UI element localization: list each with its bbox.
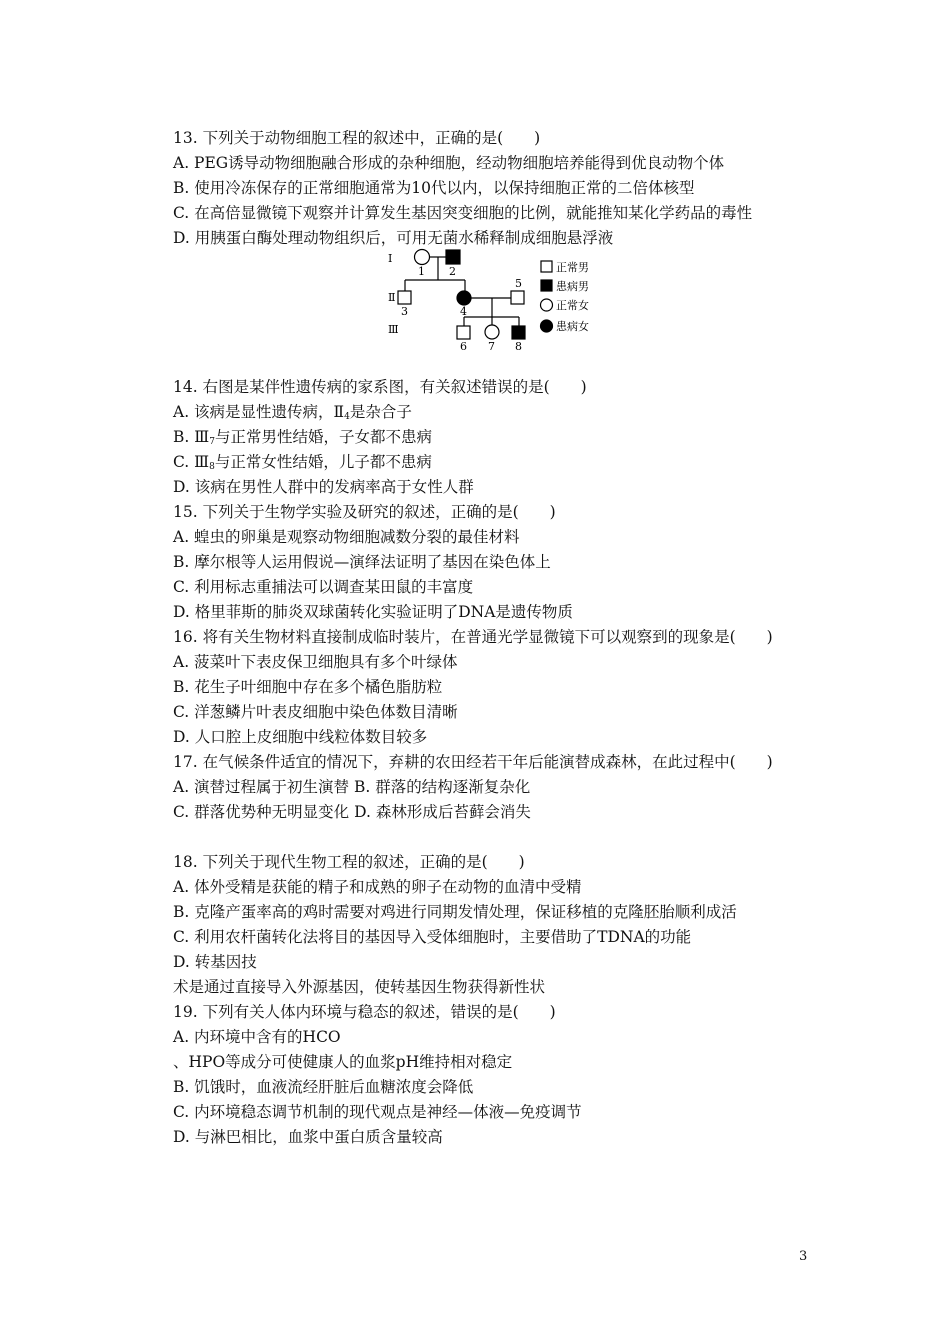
q13-option-b: B. 使用冷冻保存的正常细胞通常为10代以内，以保持细胞正常的二倍体核型	[173, 179, 695, 197]
pedigree-symbols	[398, 250, 525, 340]
q19-option-d: D. 与淋巴相比，血浆中蛋白质含量较高	[173, 1128, 443, 1146]
individual-4-affected-female	[457, 291, 471, 305]
legend-affected-female-symbol	[541, 320, 553, 332]
pedigree-legend	[541, 261, 553, 332]
q13-option-c: C. 在高倍显微镜下观察并计算发生基因突变细胞的比例，就能推知某化学药品的毒性	[173, 204, 753, 222]
individual-number-6: 6	[460, 340, 467, 353]
individual-number-8: 8	[515, 340, 522, 353]
q14-stem: 14. 右图是某伴性遗传病的家系图，有关叙述错误的是( )	[173, 378, 587, 396]
legend-normal-female: 正常女	[556, 299, 589, 312]
individual-3-normal-male	[398, 291, 411, 304]
individual-number-1: 1	[418, 265, 425, 278]
q15-option-a: A. 蝗虫的卵巢是观察动物细胞减数分裂的最佳材料	[173, 528, 520, 546]
individual-7-normal-female	[485, 325, 499, 339]
q13-option-d: D. 用胰蛋白酶处理动物组织后，可用无菌水稀释制成细胞悬浮液	[173, 229, 614, 247]
legend-normal-male-symbol	[541, 261, 552, 272]
generation-label-1: Ⅰ	[388, 252, 393, 265]
q14-option-d: D. 该病在男性人群中的发病率高于女性人群	[173, 478, 474, 496]
individual-2-affected-male	[446, 250, 460, 264]
legend-normal-female-symbol	[541, 299, 553, 311]
q19-option-b: B. 饥饿时，血液流经肝脏后血糖浓度会降低	[173, 1078, 474, 1096]
legend-normal-male: 正常男	[556, 261, 589, 274]
q18-option-d-line2: 术是通过直接导入外源基因，使转基因生物获得新性状	[173, 978, 546, 996]
individual-5-normal-male	[511, 291, 524, 304]
q19-option-c: C. 内环境稳态调节机制的现代观点是神经—体液—免疫调节	[173, 1103, 582, 1121]
q15-option-b: B. 摩尔根等人运用假说—演绎法证明了基因在染色体上	[173, 553, 551, 571]
q18-option-d-line1: D. 转基因技	[173, 953, 257, 971]
individual-6-normal-male	[457, 326, 470, 339]
q14-option-c: C. $Ⅲ_8$与正常女性结婚，儿子都不患病	[173, 453, 432, 472]
individual-number-3: 3	[401, 305, 408, 318]
legend-affected-male: 患病男	[556, 280, 589, 293]
q18-stem: 18. 下列关于现代生物工程的叙述，正确的是( )	[173, 853, 525, 871]
q16-option-c: C. 洋葱鳞片叶表皮细胞中染色体数目清晰	[173, 703, 458, 721]
q15-option-d: D. 格里菲斯的肺炎双球菌转化实验证明了DNA是遗传物质	[173, 603, 573, 621]
individual-8-affected-male	[512, 326, 525, 339]
q14-option-b: B. $Ⅲ_7$与正常男性结婚，子女都不患病	[173, 428, 432, 447]
q16-option-a: A. 菠菜叶下表皮保卫细胞具有多个叶绿体	[173, 653, 458, 671]
q18-option-a: A. 体外受精是获能的精子和成熟的卵子在动物的血清中受精	[173, 878, 582, 896]
individual-number-5: 5	[515, 277, 522, 290]
q16-option-b: B. 花生子叶细胞中存在多个橘色脂肪粒	[173, 678, 443, 696]
q13-stem: 13. 下列关于动物细胞工程的叙述中，正确的是( )	[173, 129, 541, 147]
legend-affected-female: 患病女	[556, 320, 589, 333]
q19-option-a-line2: 、HPO等成分可使健康人的血浆pH维持相对稳定	[173, 1053, 513, 1071]
q19-option-a-line1: A. 内环境中含有的HCO	[173, 1028, 341, 1046]
individual-number-7: 7	[488, 340, 495, 353]
q18-option-c: C. 利用农杆菌转化法将目的基因导入受体细胞时，主要借助了TDNA的功能	[173, 928, 692, 946]
generation-label-2: Ⅱ	[388, 291, 396, 304]
q19-stem: 19. 下列有关人体内环境与稳态的叙述，错误的是( )	[173, 1003, 556, 1021]
pedigree-diagram	[380, 247, 610, 357]
q16-stem: 16. 将有关生物材料直接制成临时装片，在普通光学显微镜下可以观察到的现象是( )	[173, 628, 773, 646]
q14-option-a: A. 该病是显性遗传病，$Ⅱ_4$是杂合子	[173, 403, 412, 422]
q18-option-b: B. 克隆产蛋率高的鸡时需要对鸡进行同期发情处理，保证移植的克隆胚胎顺利成活	[173, 903, 737, 921]
q17-options-ab: A. 演替过程属于初生演替 B. 群落的结构逐渐复杂化	[173, 778, 531, 796]
q17-stem: 17. 在气候条件适宜的情况下，弃耕的农田经若干年后能演替成森林，在此过程中( )	[173, 753, 773, 771]
q13-option-a: A. PEG诱导动物细胞融合形成的杂种细胞，经动物细胞培养能得到优良动物个体	[173, 154, 725, 172]
q15-stem: 15. 下列关于生物学实验及研究的叙述，正确的是( )	[173, 503, 556, 521]
individual-number-2: 2	[449, 265, 456, 278]
legend-affected-male-symbol	[541, 280, 552, 291]
q15-option-c: C. 利用标志重捕法可以调查某田鼠的丰富度	[173, 578, 474, 596]
generation-label-3: Ⅲ	[388, 323, 399, 336]
q16-option-d: D. 人口腔上皮细胞中线粒体数目较多	[173, 728, 428, 746]
individual-number-4: 4	[460, 305, 467, 318]
page-number: 3	[799, 1249, 808, 1264]
q17-options-cd: C. 群落优势种无明显变化 D. 森林形成后苔藓会消失	[173, 803, 531, 821]
individual-1-normal-female	[415, 250, 430, 265]
